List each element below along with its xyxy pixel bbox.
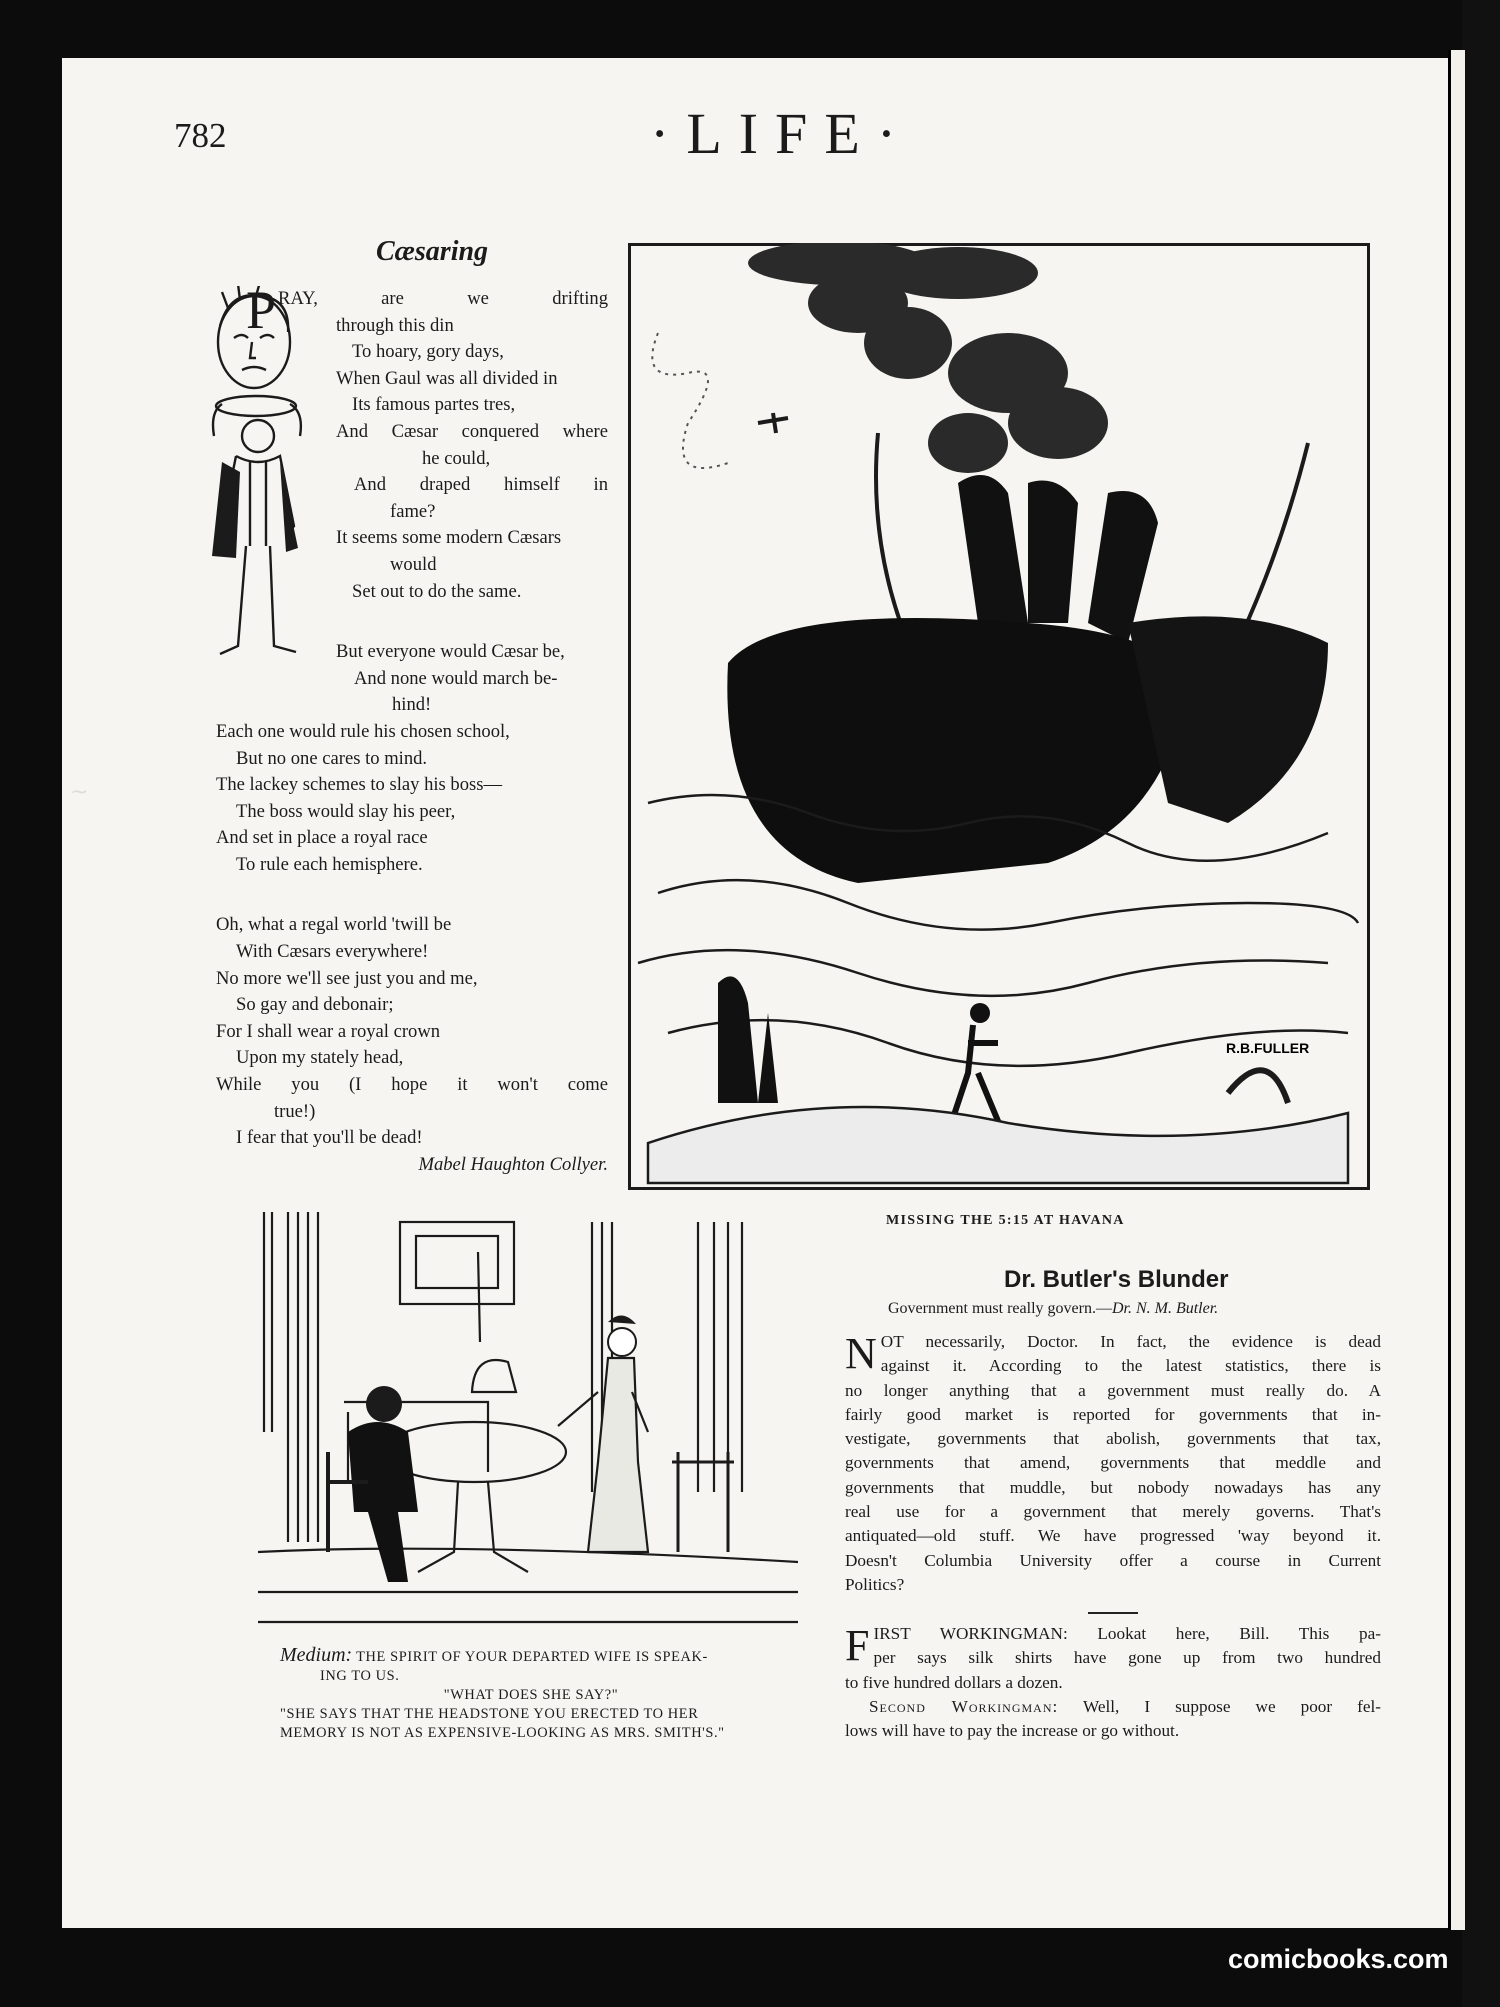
article-line: real use for a government that merely governs. That's xyxy=(845,1502,1381,1522)
poem-line: And draped himself in xyxy=(354,474,608,496)
poem-line: No more we'll see just you and me, xyxy=(216,967,478,989)
dialogue-speaker: Second Workingman: xyxy=(869,1696,1059,1716)
caption-line: MEMORY IS NOT AS EXPENSIVE-LOOKING AS MRS. SMITH'S." xyxy=(280,1725,725,1741)
poem-line: he could, xyxy=(422,447,491,469)
poem-line: But everyone would Cæsar be, xyxy=(336,641,565,663)
poem-line: fame? xyxy=(390,500,436,522)
ship-cartoon-caption: MISSING THE 5:15 AT HAVANA xyxy=(886,1213,1125,1228)
article-line: vestigate, governments that abolish, governments that tax, xyxy=(845,1429,1381,1449)
poem-line: Its famous partes tres, xyxy=(352,394,516,416)
poem-line: Set out to do the same. xyxy=(352,580,522,602)
poem-body xyxy=(216,280,608,1178)
poem-line: While you (I hope it won't come xyxy=(216,1074,608,1096)
poem-line: through this din xyxy=(336,314,454,336)
poem-line: For I shall wear a royal crown xyxy=(216,1020,441,1042)
caption-speaker: Medium: xyxy=(280,1644,353,1666)
poem-line: I fear that you'll be dead! xyxy=(236,1127,423,1149)
poem-line: Oh, what a regal world 'twill be xyxy=(216,914,452,936)
article-body xyxy=(845,1330,1381,1597)
scan-mark: ~ xyxy=(70,780,89,805)
article-epigraph xyxy=(888,1300,1218,1318)
poem-line: hind! xyxy=(392,694,432,716)
dialogue-line: per says silk shirts have gone up from two hundred xyxy=(873,1648,1381,1668)
dialogue-line: lows will have to pay the increase or go without. xyxy=(845,1721,1180,1741)
poem-line: And none would march be- xyxy=(354,667,558,689)
article-line: against it. According to the latest statistics, there is xyxy=(880,1356,1381,1376)
article-line: antiquated—old stuff. We have progressed 'way beyond it. xyxy=(845,1526,1381,1546)
section-divider xyxy=(1088,1612,1138,1614)
poem-title: Cæsaring xyxy=(376,236,489,267)
poem-line: When Gaul was all divided in xyxy=(336,367,558,389)
poem-line: The lackey schemes to slay his boss— xyxy=(216,774,503,796)
next-page-edge xyxy=(1448,50,1465,1930)
caption-line: "WHAT DOES SHE SAY?" xyxy=(443,1687,619,1703)
poem-line: Each one would rule his chosen school, xyxy=(216,720,510,742)
poem-line: It seems some modern Cæsars xyxy=(336,527,562,549)
dialogue-line: IRST WORKINGMAN: Lookat here, Bill. This pa- xyxy=(873,1624,1381,1643)
poem-line: But no one cares to mind. xyxy=(236,747,428,769)
ship-cartoon-illustration xyxy=(628,243,1370,1190)
article-line: Politics? xyxy=(845,1574,905,1594)
masthead: ·LIFE· xyxy=(650,101,914,166)
dialogue-dropcap: F xyxy=(845,1621,870,1670)
seance-cartoon-caption xyxy=(280,1646,782,1743)
poem-line: So gay and debonair; xyxy=(236,994,394,1016)
article-title xyxy=(1004,1266,1500,1294)
poem-line: To rule each hemisphere. xyxy=(236,853,423,875)
poem-line: would xyxy=(390,553,437,575)
seance-cartoon-illustration xyxy=(258,1212,798,1650)
poem-line: RAY, are we drifting xyxy=(278,288,608,309)
dialogue-line: Well, I suppose we poor fel- xyxy=(1083,1696,1381,1716)
article-line: Doesn't Columbia University offer a course in Current xyxy=(845,1550,1381,1570)
article-dropcap: N xyxy=(845,1329,877,1378)
article-line: OT necessarily, Doctor. In fact, the evidence is dead xyxy=(880,1332,1381,1351)
caption-line: ING TO US. xyxy=(320,1668,400,1684)
poem-line: true!) xyxy=(274,1100,316,1122)
poem-dropcap: P xyxy=(246,280,277,340)
caption-line: THE SPIRIT OF YOUR DEPARTED WIFE IS SPEAK- xyxy=(356,1649,708,1665)
article-line: governments that amend, governments that meddle and xyxy=(845,1453,1381,1473)
caption-line: "SHE SAYS THAT THE HEADSTONE YOU ERECTED TO HER xyxy=(280,1706,699,1722)
epigraph-text: Government must really govern.— xyxy=(888,1300,1112,1317)
page-number: 782 xyxy=(174,116,227,155)
poem-line: With Cæsars everywhere! xyxy=(236,941,429,963)
next-page-strip xyxy=(1462,0,1500,2007)
ship-cartoon-signature: R.B.FULLER xyxy=(1226,1040,1310,1056)
poem-line: And Cæsar conquered where xyxy=(336,420,608,442)
article-line: no longer anything that a government must really do. A xyxy=(845,1380,1381,1400)
epigraph-author: Dr. N. M. Butler. xyxy=(1111,1300,1219,1317)
poem-line: To hoary, gory days, xyxy=(352,341,504,363)
article-line: governments that muddle, but nobody nowadays has any xyxy=(845,1477,1381,1497)
poem-line: The boss would slay his peer, xyxy=(236,800,456,822)
poem-line: Upon my stately head, xyxy=(236,1047,404,1069)
site-watermark: comicbooks.com xyxy=(1228,1944,1449,1974)
article-line: fairly good market is reported for governments that in- xyxy=(845,1404,1381,1424)
poem-author: Mabel Haughton Collyer. xyxy=(418,1153,608,1175)
dialogue-line: to five hundred dollars a dozen. xyxy=(845,1672,1063,1692)
article-title-text: Dr. Butler's Blunder xyxy=(1004,1266,1229,1293)
poem-line: And set in place a royal race xyxy=(216,827,428,849)
dialogue-body xyxy=(845,1622,1381,1743)
